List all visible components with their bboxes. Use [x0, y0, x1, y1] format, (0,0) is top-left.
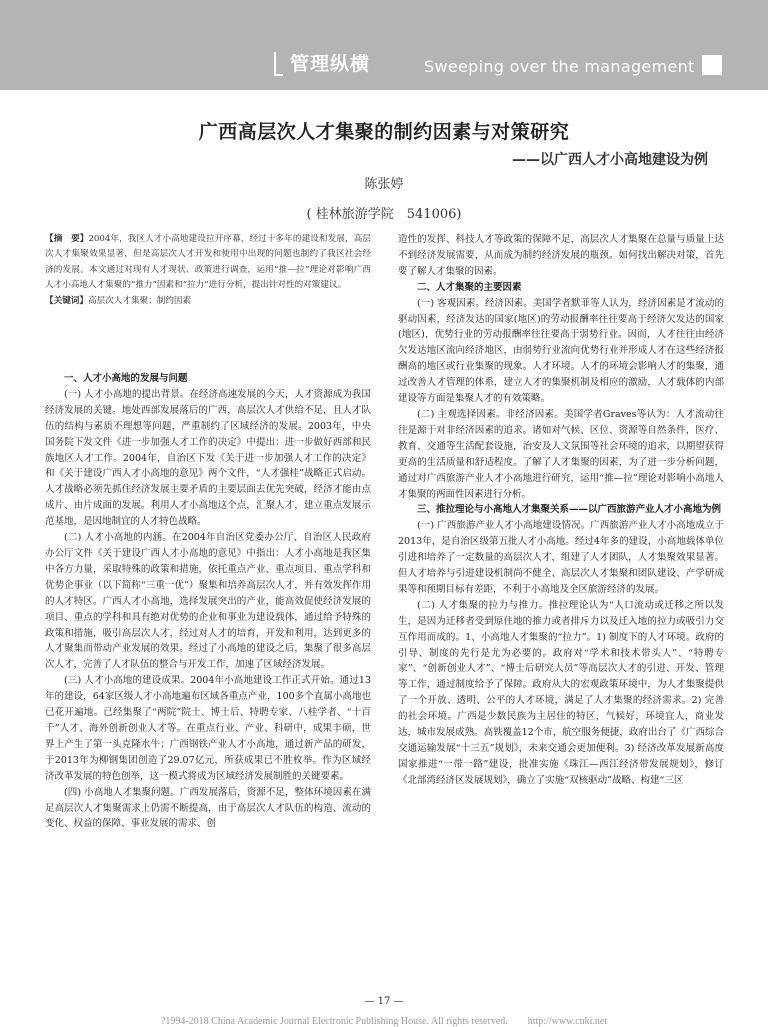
body-paragraph-continued: 造性的发挥、科技人才等政策的保障不足，高层次人才集聚在总量与质量上达不到经济发展需要，从而成为制约经济发展的瓶颈。如何找出解决对策，首先要了解人才集聚的因素。: [398, 234, 724, 277]
body-paragraph: (二) 人才集聚的拉力与推力。推拉理论认为“人口流动或迁移之所以发生，是因为迁移者受到原住地的推力或者排斥力以及迁入地的拉力或吸引力交互作用而成的。1、小高地人才集聚的“拉力”。1) 制度下的人才环境。政府的引导、制度的先行是尤为必要的。政府对“学术和技术带头人”、“特聘专家”、“创新创业人才”、“博士后研究人员”等高层次人才的引进、开发、管理等工作，通过制度给予了保障。政府从大的宏观政策环境中，为人才集聚提供了一个开放、透明、公平的人才环境，满足了人才集聚的经济需求。2) 完善的社会环境。广西是少数民族为主居住的特区，气候好，环境宜人，商业发达，城市发展成熟。高铁覆盖12个市，航空服务便捷，政府出台了《广西综合交通运输发展“十三五”规划》，未来交通会更加便利。3) 经济改革发展新高度国家推进“一带一路”建设，批准实施《珠江—西江经济带发展规划》，修订《北部湾经济区发展规划》，确立了实施“双核驱动”战略、构建“三区: [398, 599, 724, 786]
keywords-text: 高层次人才集聚；制约因素: [87, 295, 192, 306]
section-banner: [0, 0, 768, 90]
body-paragraph: (一) 人才小高地的提出背景。在经济高速发展的今天，人才资源成为我国经济发展的关键。地处西部发展落后的广西，高层次人才供给不足，且人才队伍的结构与素质不理想等问题，严重制约了区域经济的发展。2003年，中央国务院下发文件《进一步加强人才工作的决定》中提出：进一步做好西部和民族地区人才工作。2004年，自治区下发《关于进一步加强人才工作的决定》和《关于建设广西人才小高地的意见》两个文件，“人才强桂”战略正式启动。人才战略必须先抓住经济发展主要矛盾的主要层面去优先突破，经济才能由点成片、由片成面的发展。利用人才小高地这个点，汇聚人才，建立重点发展示范基地，是因地制宜的人才特色战略。: [45, 388, 371, 528]
left-column: [45, 232, 371, 832]
page-number: — 17 —: [364, 996, 404, 1007]
body-paragraph: (一) 广西旅游产业人才小高地建设情况。广西旅游产业人才小高地成立于2013年，是自治区级第五批人才小高地。经过4年多的建设，小高地载体单位引进和培养了一定数量的高层次人才，组建了人才团队，人才集聚效果显著。但人才培养与引进建设机制尚不健全、高层次人才集聚和团队建设、产学研成果等和预期目标有差距，不利于小高地及全区旅游经济的发展。: [398, 520, 724, 595]
abstract-block: [45, 232, 371, 309]
abstract-label: 【摘 要】: [45, 234, 89, 244]
body-paragraph: (二) 人才小高地的内涵。在2004年自治区党委办公厅、自治区人民政府办公厅文件《关于建设广西人才小高地的意见》中指出：人才小高地是我区集中各方力量，采取特殊的政策和措施，依托重点产业、重点项目、重点学科和优势企事业（以下简称“三重一优”）聚集和培养高层次人才，并有效发挥作用的人才特区。广西人才小高地，选择发展突出的产业，能高效促使经济发展的项目、重点的学科和具有绝对优势的企业和事业为建设载体，通过给予特殊的政策和措施，吸引高层次人才，经过对人才的培育，开发和利用，达到更多的人才聚集而带动产业发展的效果。经过了小高地的建设之后，集聚了很多高层次人才，完善了人才队伍的整合与开发工作，加速了区域经济发展。: [45, 532, 371, 671]
body-paragraph: (四) 小高地人才集聚问题。广西发展落后，资源不足，整体环境因素在满足高层次人才集聚需求上仍需不断提高，由于高层次人才队伍的构造、流动的变化、权益的保障、事业发展的需求、创: [45, 786, 371, 830]
section-heading: 一、人才小高地的发展与问题: [64, 373, 188, 385]
right-column: [398, 232, 724, 789]
copyright-notice: ?1994-2018 China Academic Journal Electronic Publishing House. All rights reserved. http://www.cnki.net: [160, 1016, 608, 1027]
body-paragraph: (一) 客观因素。经济因素。美国学者默菲等人认为，经济因素是才流动的驱动因素，经济发达的国家(地区)的劳动报酬率往往要高于经济欠发达的国家(地区)，优势行业的劳动报酬率往往要高于弱势行业。因而，人才往往由经济欠发达地区流向经济地区，由弱势行业流向优势行业并形成人才在这些经济报酬高的地区或行业集聚的现象。人才环境。人才的环境会影响人才的集聚，通过改善人才管理的体系，建立人才的集聚机制及相应的激励，人才载体的内部建设等方面是集聚人才的有效策略。: [398, 297, 724, 405]
abstract-text: 2004年，我区人才小高地建设拉开序幕，经过十多年的建设和发展，高层次人才集聚效果显著，但是高层次人才开发和使用中出现的问题也制约了我区社会经济的发展。本文通过对现有人才现状、政策进行调查，运用“推—拉”理论对影响广西人才小高地人才集聚的“推力”因素和“拉力”进行分析，提出针对性的对策建议。: [45, 234, 371, 291]
banner-bracket-icon: [274, 52, 283, 76]
body-paragraph: (二) 主观选择因素。非经济因素。美国学者Graves等认为：人才流动往往是源于对非经济因素的追求。诸如对气候、区位、资源等自然条件，医疗、教育、交通等生活配套设施，治安及人文氛围等社会环境的追求，以期望获得更高的生活质量和舒适程度。了解了人才集聚的因素，为了进一步分析问题，通过对广西旅游产业人才小高地进行研究，运用“推—拉”理论对影响小高地人才集聚的两面性因素进行分析。: [398, 408, 724, 500]
banner-square-icon: [702, 55, 722, 75]
article-title: 广西高层次人才集聚的制约因素与对策研究: [198, 121, 570, 143]
keywords-paragraph: [45, 294, 371, 309]
article-author: 陈张婷: [364, 177, 404, 192]
section-heading: 三、推拉理论与小高地人才集聚关系——以广西旅游产业人才小高地为例: [417, 504, 722, 516]
section-heading: 二、人才集聚的主要因素: [417, 281, 522, 293]
abstract-paragraph: [45, 232, 371, 294]
article-affiliation: ( 桂林旅游学院 541006): [306, 207, 462, 222]
keywords-label: 【关键词】: [45, 295, 88, 306]
body-paragraph: (三) 人才小高地的建设成果。2004年小高地建设工作正式开始。通过13年的建设，64家区级人才小高地遍布区域各重点产业，100多个直属小高地也已花开遍地。已经集聚了“两院”院士、博士后、特聘专家、八桂学者、“十百千”人才、海外创新创业人才等。在重点行业、产业、科研中，成果丰硕，世界上产生了第一头克隆水牛；广西钢铁产业人才小高地，通过新产品的研发，于2013年为柳钢集团创造了29.07亿元，所获成果已不胜枚举。作为区域经济改革发展的特色创举，这一模式将成为区域经济发展制胜的关键要素。: [45, 675, 371, 782]
banner-title-cn: 管理纵横: [290, 53, 371, 75]
banner-title-en: Sweeping over the management: [424, 57, 695, 76]
article-subtitle: ——以广西人才小高地建设为例: [512, 152, 708, 168]
